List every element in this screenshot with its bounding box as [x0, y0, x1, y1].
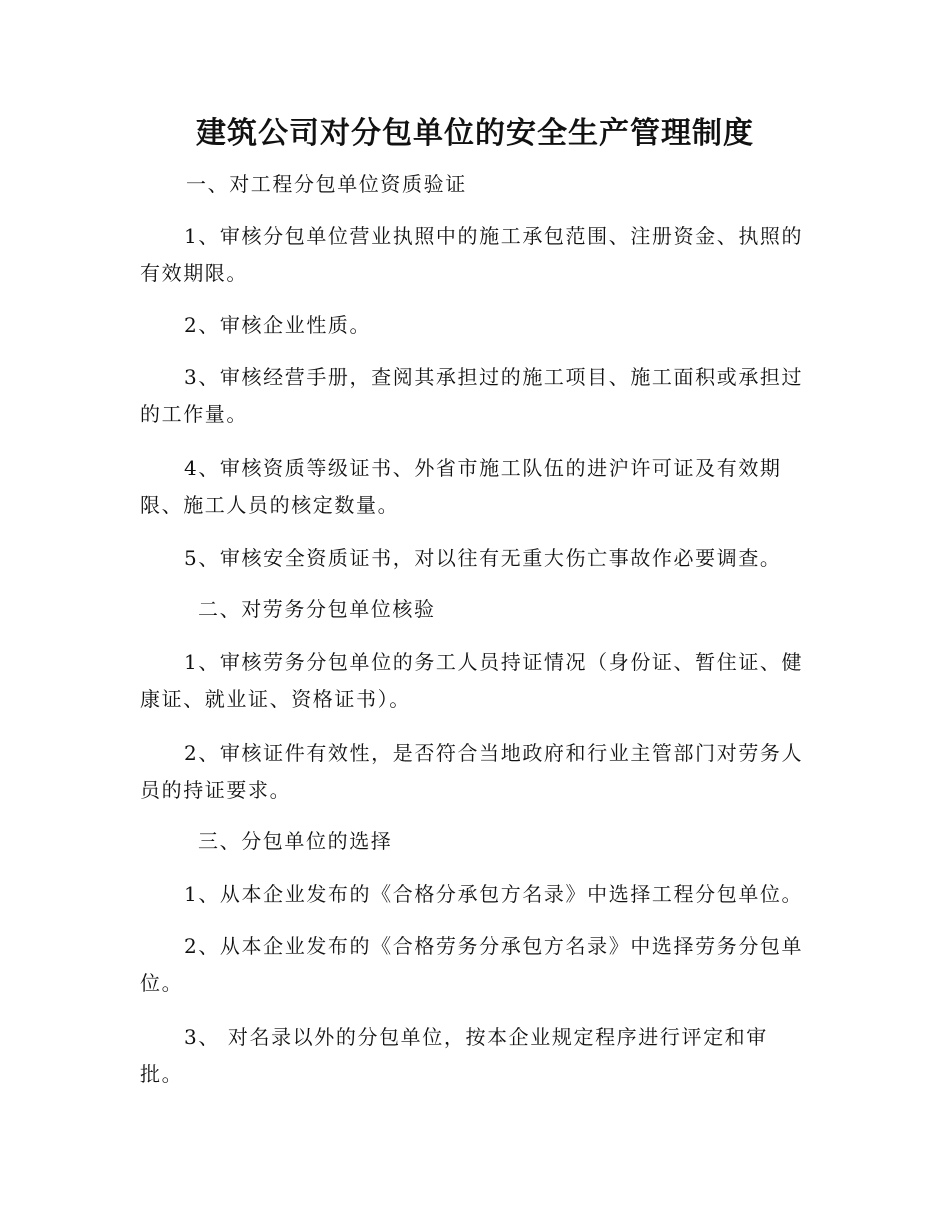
section-heading-2: 二、对劳务分包单位核验 — [198, 597, 436, 621]
paragraph-1-3: 3、审核经营手册，查阅其承担过的施工项目、施工面积或承担过的工作量。 — [140, 365, 804, 426]
paragraph-2-2: 2、审核证件有效性，是否符合当地政府和行业主管部门对劳务人员的持证要求。 — [140, 741, 804, 802]
paragraph-1-5: 5、审核安全资质证书，对以往有无重大伤亡事故作必要调查。 — [184, 546, 782, 570]
section-heading-3: 三、分包单位的选择 — [198, 829, 393, 853]
section-heading-1: 一、对工程分包单位资质验证 — [186, 172, 467, 196]
paragraph-1-1: 1、审核分包单位营业执照中的施工承包范围、注册资金、执照的有效期限。 — [140, 224, 804, 285]
paragraph-3-3: 3、 对名录以外的分包单位，按本企业规定程序进行评定和审批。 — [140, 1025, 768, 1086]
paragraph-1-4: 4、审核资质等级证书、外省市施工队伍的进沪许可证及有效期限、施工人员的核定数量。 — [140, 456, 782, 517]
document-title: 建筑公司对分包单位的安全生产管理制度 — [196, 116, 754, 151]
paragraph-1-2: 2、审核企业性质。 — [184, 313, 372, 337]
paragraph-3-1: 1、从本企业发布的《合格分承包方名录》中选择工程分包单位。 — [184, 882, 804, 906]
paragraph-2-1: 1、审核劳务分包单位的务工人员持证情况（身份证、暂住证、健康证、就业证、资格证书）。 — [140, 650, 804, 711]
paragraph-3-2: 2、从本企业发布的《合格劳务分承包方名录》中选择劳务分包单位。 — [140, 934, 804, 995]
